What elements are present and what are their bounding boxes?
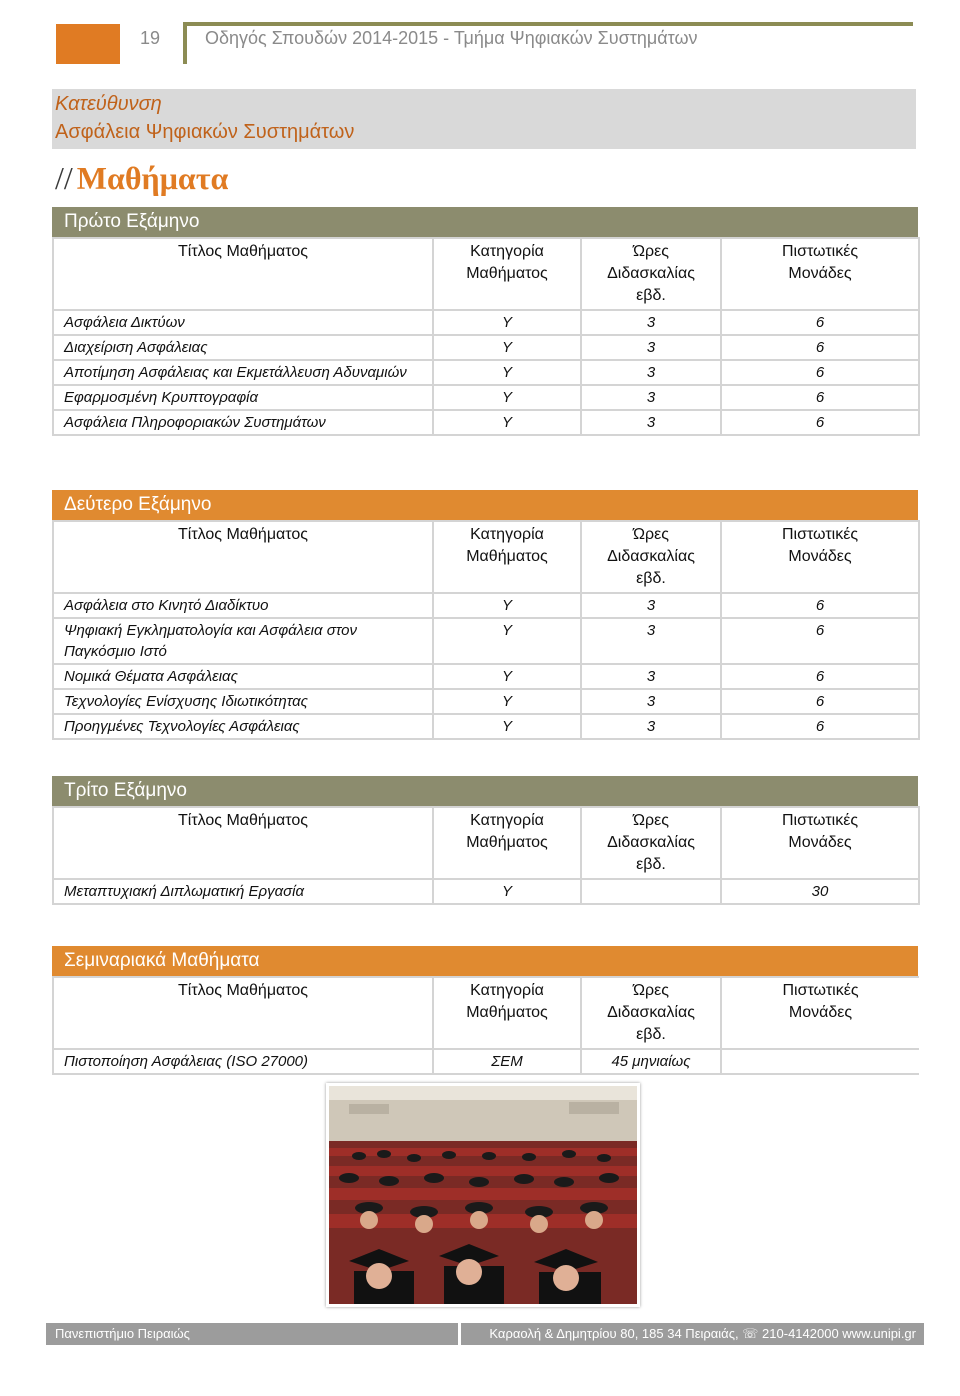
table-row [53,310,919,335]
semester-title: Τρίτο Εξάμηνο [52,776,918,806]
heading-text: Μαθήματα [76,160,229,196]
course-hours: 3 [581,310,721,335]
course-credits: 6 [721,335,919,360]
graduation-photo-illustration [329,1086,637,1304]
semester-title: Σεμιναριακά Μαθήματα [52,946,918,976]
course-category: Υ [433,714,581,739]
header-rule [183,22,913,26]
col-header-hours: Ώρες Διδασκαλίας εβδ. [581,238,721,310]
course-hours: 3 [581,410,721,435]
table-row [53,360,919,385]
col-header-category: Κατηγορία Μαθήματος [433,521,581,593]
course-credits: 6 [721,689,919,714]
course-category: Υ [433,664,581,689]
footer-university: Πανεπιστήμιο Πειραιώς [55,1326,190,1341]
col-header-credits: Πιστωτικές Μονάδες [721,521,919,593]
course-hours: 45 μηνιαίως [581,1049,721,1074]
course-category: Υ [433,410,581,435]
col-header-title: Τίτλος Μαθήματος [53,977,433,1049]
courses-heading [55,160,228,197]
semester-title: Δεύτερο Εξάμηνο [52,490,918,520]
course-hours: 3 [581,664,721,689]
course-hours: 3 [581,335,721,360]
col-header-credits: Πιστωτικές Μονάδες [721,807,919,879]
course-credits [721,1049,919,1074]
course-title: Ασφάλεια Πληροφοριακών Συστημάτων [53,410,433,435]
course-category: Υ [433,689,581,714]
course-category: Υ [433,879,581,904]
course-credits: 6 [721,714,919,739]
table-row [53,689,919,714]
col-header-title: Τίτλος Μαθήματος [53,807,433,879]
col-header-title: Τίτλος Μαθήματος [53,521,433,593]
course-title: Ασφάλεια στο Κινητό Διαδίκτυο [53,593,433,618]
course-category: ΣΕΜ [433,1049,581,1074]
course-credits: 6 [721,360,919,385]
course-hours: 3 [581,360,721,385]
col-header-hours: Ώρες Διδασκαλίας εβδ. [581,521,721,593]
page-number: 19 [139,28,161,48]
course-title: Προηγμένες Τεχνολογίες Ασφάλειας [53,714,433,739]
table-row [53,879,919,904]
course-credits: 6 [721,410,919,435]
col-header-hours: Ώρες Διδασκαλίας εβδ. [581,977,721,1049]
col-header-credits: Πιστωτικές Μονάδες [721,238,919,310]
table-row [53,1049,919,1074]
course-hours: 3 [581,618,721,664]
course-title: Εφαρμοσμένη Κρυπτογραφία [53,385,433,410]
table-row [53,714,919,739]
table-row [53,410,919,435]
course-title: Τεχνολογίες Ενίσχυσης Ιδιωτικότητας [53,689,433,714]
course-title: Αποτίμηση Ασφάλειας και Εκμετάλλευση Αδυναμιών [53,360,433,385]
course-credits: 6 [721,618,919,664]
semester-title: Πρώτο Εξάμηνο [52,207,918,237]
direction-label: Κατεύθυνση [55,93,162,115]
course-credits: 6 [721,593,919,618]
course-title: Μεταπτυχιακή Διπλωματική Εργασία [53,879,433,904]
semester-table-2 [52,490,918,740]
seminar-table [52,946,918,1075]
course-title: Ασφάλεια Δικτύων [53,310,433,335]
course-credits: 6 [721,310,919,335]
course-hours [581,879,721,904]
col-header-category: Κατηγορία Μαθήματος [433,977,581,1049]
course-category: Υ [433,618,581,664]
footer-contact: Καραολή & Δημητρίου 80, 185 34 Πειραιάς, ☏ 210-4142000 www.unipi.gr [489,1326,916,1341]
col-header-title: Τίτλος Μαθήματος [53,238,433,310]
col-header-credits: Πιστωτικές Μονάδες [721,977,919,1049]
course-hours: 3 [581,689,721,714]
course-category: Υ [433,335,581,360]
course-credits: 6 [721,664,919,689]
header-divider [183,24,187,64]
col-header-category: Κατηγορία Μαθήματος [433,807,581,879]
table-row [53,664,919,689]
graduation-photo [326,1083,640,1307]
course-hours: 3 [581,593,721,618]
semester-table-3 [52,776,918,905]
header-accent-block [56,24,120,64]
col-header-category: Κατηγορία Μαθήματος [433,238,581,310]
course-title: Διαχείριση Ασφάλειας [53,335,433,360]
table-row [53,618,919,664]
heading-slashes: // [55,160,73,196]
course-category: Υ [433,385,581,410]
course-category: Υ [433,310,581,335]
course-credits: 6 [721,385,919,410]
course-hours: 3 [581,385,721,410]
course-credits: 30 [721,879,919,904]
course-hours: 3 [581,714,721,739]
course-title: Νομικά Θέματα Ασφάλειας [53,664,433,689]
table-row [53,385,919,410]
footer-divider [458,1323,461,1345]
course-category: Υ [433,360,581,385]
course-title: Ψηφιακή Εγκληματολογία και Ασφάλεια στον Παγκόσμιο Ιστό [53,618,433,664]
col-header-hours: Ώρες Διδασκαλίας εβδ. [581,807,721,879]
document-title: Οδηγός Σπουδών 2014-2015 - Τμήμα Ψηφιακών Συστημάτων [205,28,698,48]
course-category: Υ [433,593,581,618]
semester-table-1 [52,207,918,436]
course-title: Πιστοποίηση Ασφάλειας (ISO 27000) [53,1049,433,1074]
table-row [53,335,919,360]
direction-name: Ασφάλεια Ψηφιακών Συστημάτων [55,121,355,143]
table-row [53,593,919,618]
